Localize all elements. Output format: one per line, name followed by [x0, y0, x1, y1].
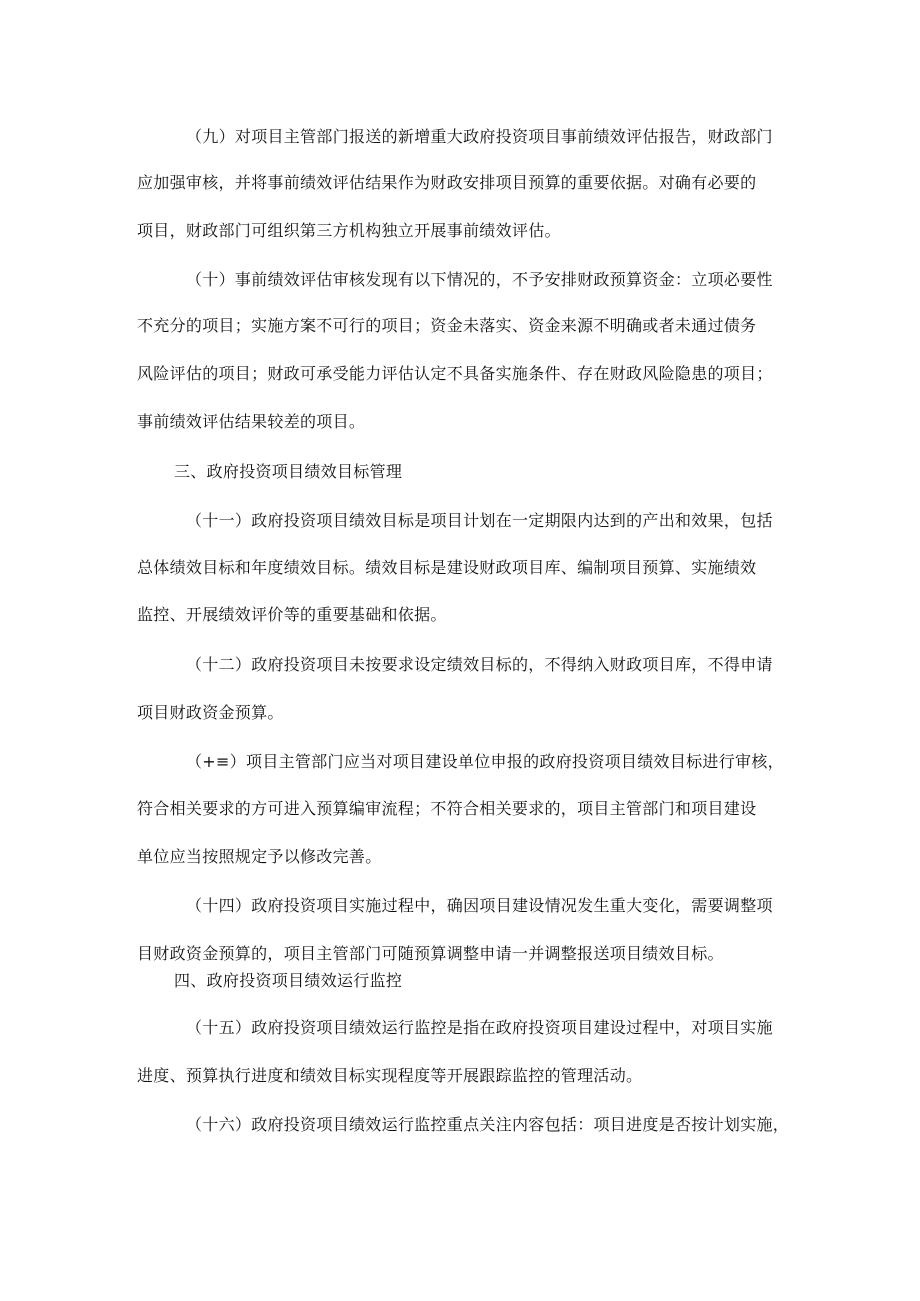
paragraph-13-line-3: 单位应当按照规定予以修改完善。 [137, 847, 382, 866]
paragraph-10-line-1: （十）事前绩效评估审核发现有以下情况的，不予安排财政预算资金：立项必要性 [186, 270, 773, 289]
paragraph-11-line-1: （十一）政府投资项目绩效目标是项目计划在一定期限内达到的产出和效果，包括 [186, 511, 773, 530]
paragraph-13-line-1: （+≡）项目主管部门应当对项目建设单位申报的政府投资项目绩效目标进行审核， [186, 752, 784, 771]
paragraph-15-line-2: 进度、预算执行进度和绩效目标实现程度等开展跟踪监控的管理活动。 [137, 1066, 643, 1085]
paragraph-14-line-1: （十四）政府投资项目实施过程中，确因项目建设情况发生重大变化，需要调整项 [186, 896, 773, 915]
paragraph-11-line-3: 监控、开展绩效评价等的重要基础和依据。 [137, 605, 447, 624]
paragraph-13-line-2: 符合相关要求的方可进入预算编审流程；不符合相关要求的，项目主管部门和项目建设 [137, 799, 757, 818]
paragraph-10-line-3: 风险评估的项目；财政可承受能力评估认定不具备实施条件、存在财政风险隐患的项目； [137, 364, 773, 383]
paragraph-15-line-1: （十五）政府投资项目绩效运行监控是指在政府投资项目建设过程中，对项目实施 [186, 1018, 773, 1037]
paragraph-10-line-2: 不充分的项目；实施方案不可行的项目；资金未落实、资金来源不明确或者未通过债务 [137, 316, 757, 335]
paragraph-16-line-1: （十六）政府投资项目绩效运行监控重点关注内容包括：项目进度是否按计划实施， [186, 1115, 790, 1134]
section-4-heading: 四、政府投资项目绩效运行监控 [174, 971, 403, 990]
paragraph-12-line-1: （十二）政府投资项目未按要求设定绩效目标的，不得纳入财政项目库，不得申请 [186, 655, 773, 674]
section-3-heading: 三、政府投资项目绩效目标管理 [174, 462, 403, 481]
paragraph-9-line-3: 项目，财政部门可组织第三方机构独立开展事前绩效评估。 [137, 221, 561, 240]
paragraph-9-line-2: 应加强审核，并将事前绩效评估结果作为财政安排项目预算的重要依据。对确有必要的 [137, 173, 757, 192]
paragraph-14-line-2: 目财政资金预算的，项目主管部门可随预算调整申请一并调整报送项目绩效目标。 [137, 944, 724, 963]
paragraph-9-line-1: （九）对项目主管部门报送的新增重大政府投资项目事前绩效评估报告，财政部门 [186, 127, 773, 146]
paragraph-11-line-2: 总体绩效目标和年度绩效目标。绩效目标是建设财政项目库、编制项目预算、实施绩效 [137, 558, 757, 577]
paragraph-10-line-4: 事前绩效评估结果较差的项目。 [137, 412, 366, 431]
paragraph-12-line-2: 项目财政资金预算。 [137, 703, 284, 722]
